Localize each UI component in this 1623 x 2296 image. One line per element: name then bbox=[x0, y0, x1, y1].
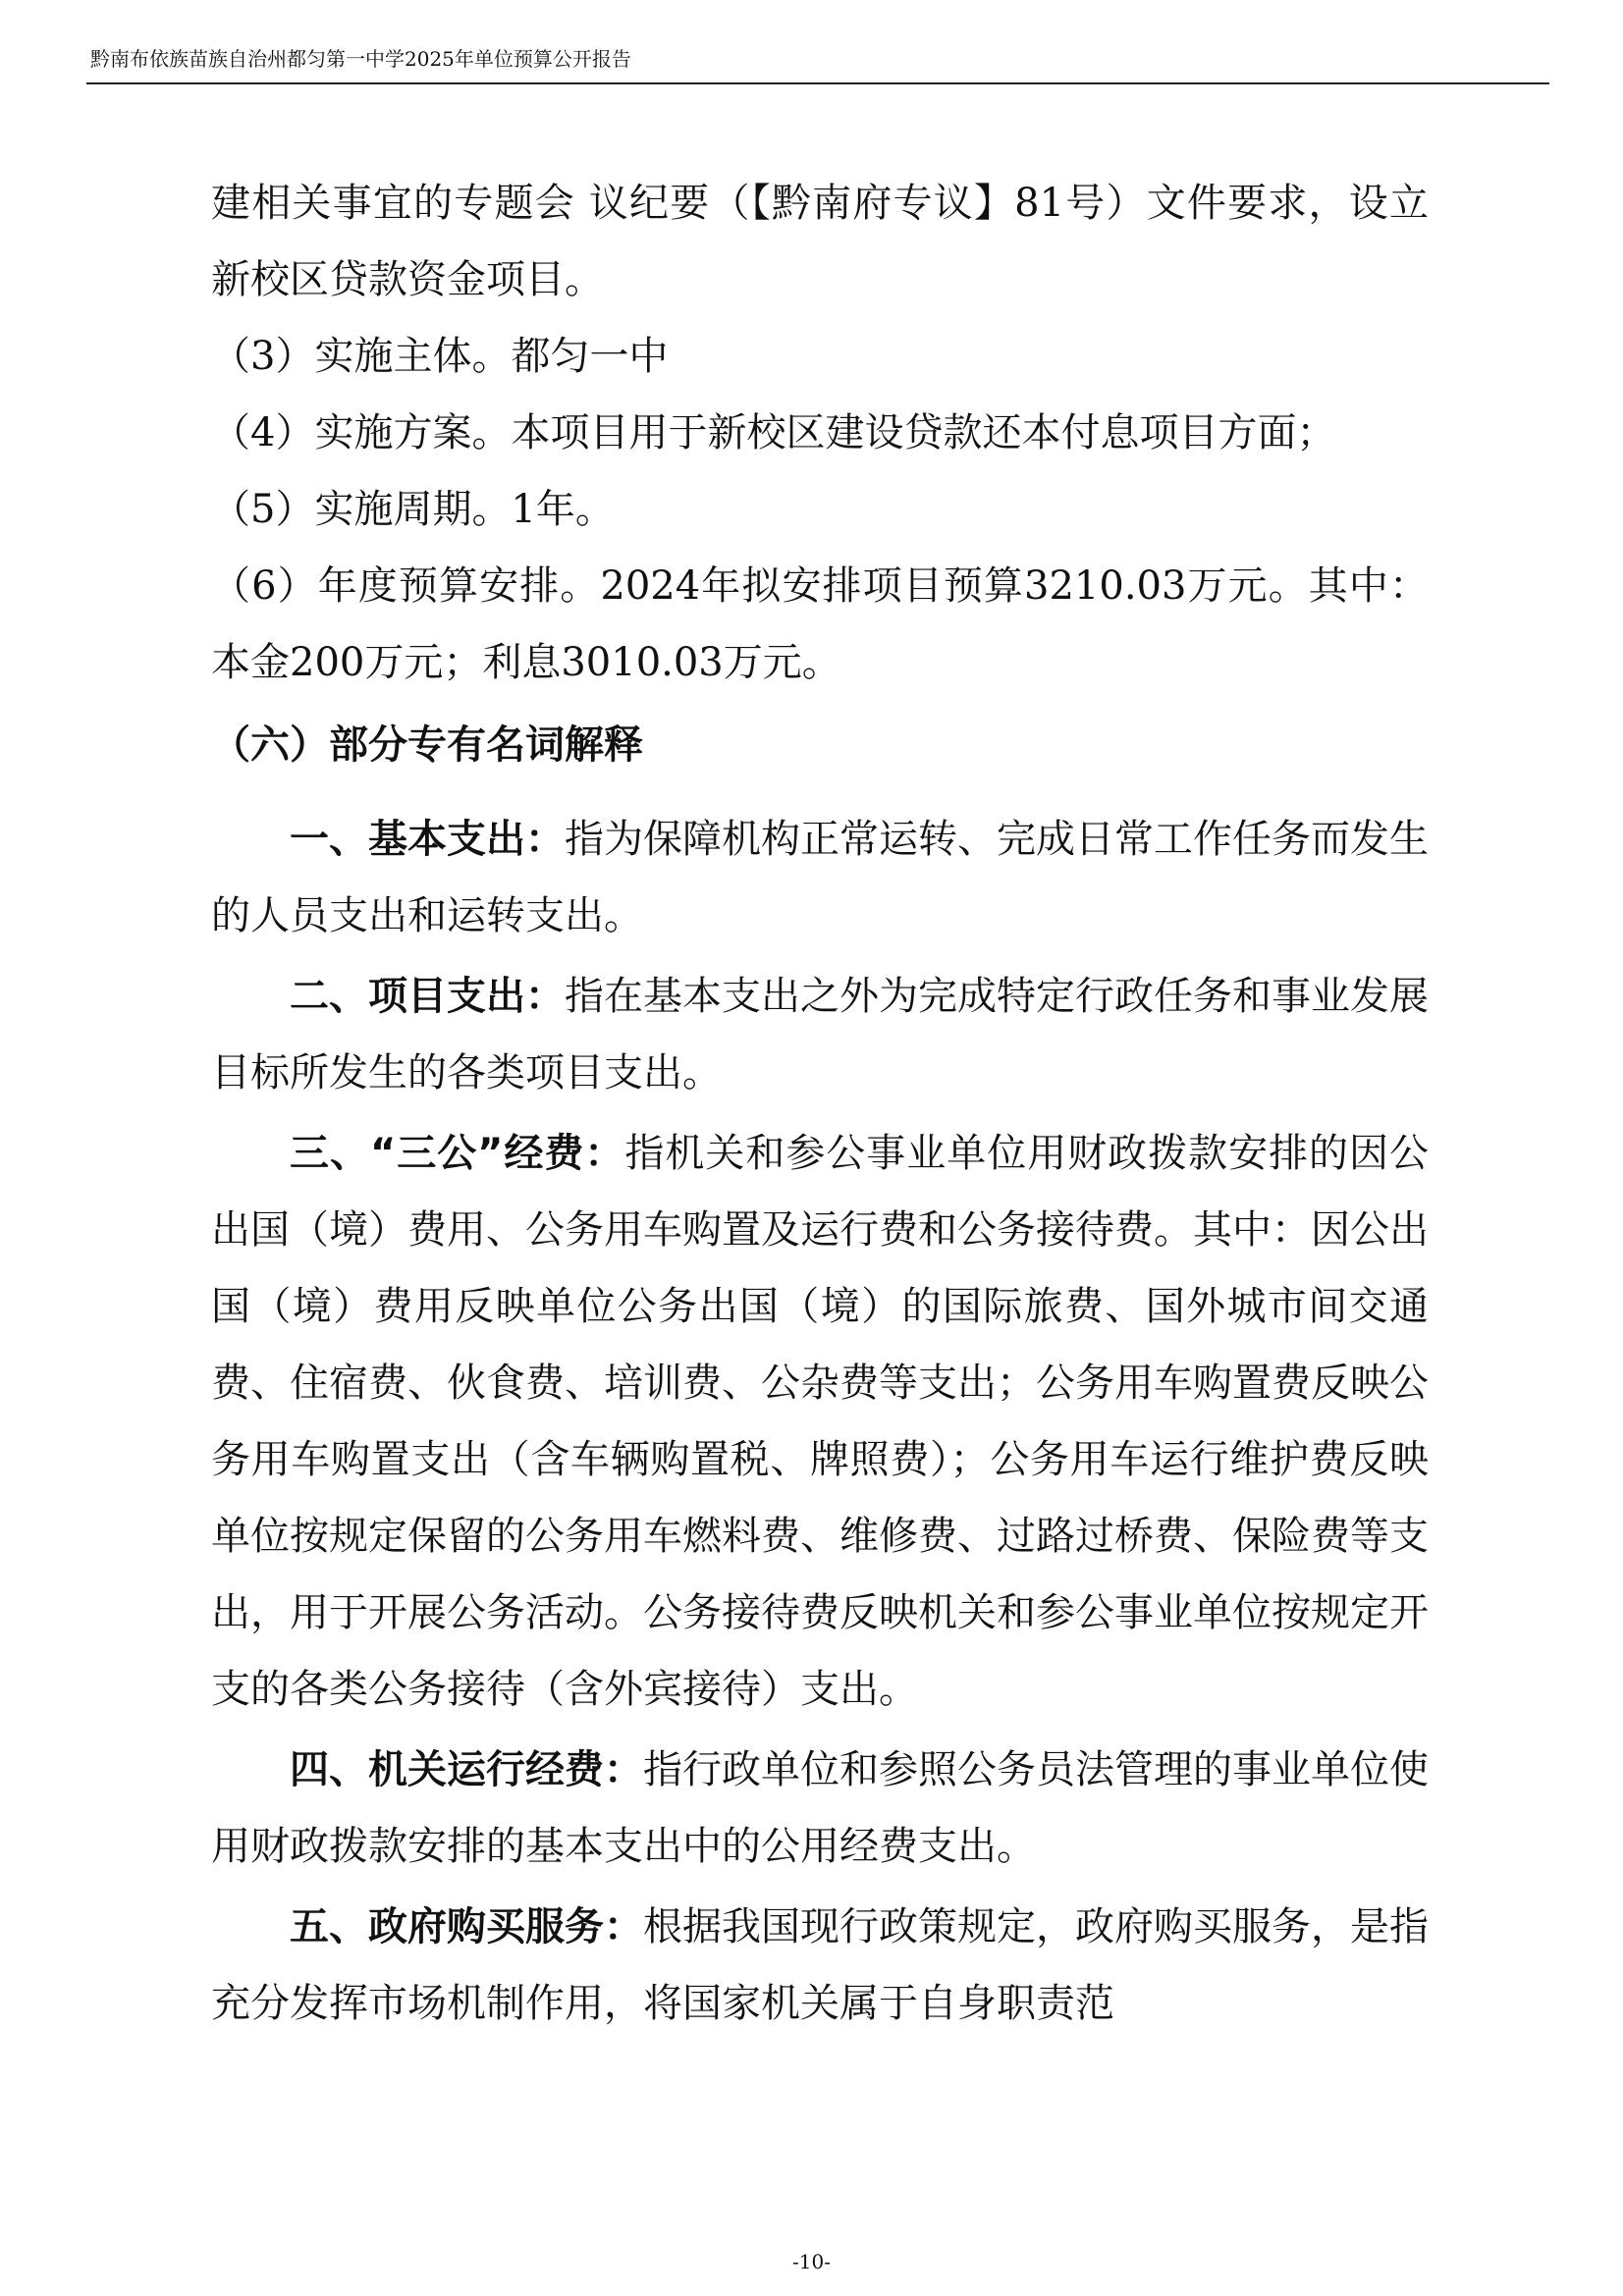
definition-term: 五、政府购买服务： bbox=[290, 1904, 643, 1949]
definition-basic-expenditure bbox=[211, 801, 1429, 954]
definition-three-public-funds bbox=[211, 1115, 1429, 1728]
definition-term: 二、项目支出： bbox=[290, 974, 565, 1019]
paragraph-implementation-period: （5）实施周期。1年。 bbox=[211, 487, 615, 532]
definition-text: 根据我国现行政策规定，政府购买服务，是指充分发挥市场机制作用，将国家机关属于自身职责范 bbox=[211, 1904, 1429, 2026]
paragraph-annual-budget: （6）年度预算安排。2024年拟安排项目预算3210.03万元。其中：本金200万元；利息3010.03万元。 bbox=[211, 563, 1429, 685]
definition-operating-funds bbox=[211, 1732, 1429, 1885]
definition-term: 四、机关运行经费： bbox=[290, 1747, 643, 1792]
definition-text: 指行政单位和参照公务员法管理的事业单位使用财政拨款安排的基本支出中的公用经费支出。 bbox=[211, 1747, 1429, 1869]
running-header: 黔南布依族苗族自治州都匀第一中学2025年单位预算公开报告 bbox=[90, 47, 631, 71]
definition-text: 指为保障机构正常运转、完成日常工作任务而发生的人员支出和运转支出。 bbox=[211, 817, 1429, 938]
header-divider bbox=[86, 82, 1549, 84]
section-heading: （六）部分专有名词解释 bbox=[211, 722, 643, 768]
page-number: -10- bbox=[792, 2250, 831, 2273]
definition-text: 指机关和参公事业单位用财政拨款安排的因公出国（境）费用、公务用车购置及运行费和公务接待费。其中：因公出国（境）费用反映单位公务出国（境）的国际旅费、国外城市间交通费、住宿费、伙食费、培训费、公杂费等支出；公务用车购置费反映公务用车购置支出（含车辆购置税、牌照费）；公务用车运行维护费反映单位按规定保留的公务用车燃料费、维修费、过路过桥费、保险费等支出，用于开展公务活动。公务接待费反映机关和参公事业单位按规定开支的各类公务接待（含外宾接待）支出。 bbox=[211, 1131, 1430, 1712]
definition-project-expenditure bbox=[211, 958, 1429, 1111]
paragraph-implementing-entity: （3）实施主体。都匀一中 bbox=[211, 334, 669, 379]
document-body bbox=[211, 165, 1429, 2046]
paragraph-implementation-plan: （4）实施方案。本项目用于新校区建设贷款还本付息项目方面； bbox=[211, 410, 1336, 455]
definition-term: 一、基本支出： bbox=[290, 817, 565, 862]
definition-text: 指在基本支出之外为完成特定行政任务和事业发展目标所发生的各类项目支出。 bbox=[211, 974, 1429, 1095]
definition-term: 三、“三公”经费： bbox=[290, 1131, 625, 1176]
paragraph-continuation: 建相关事宜的专题会 议纪要（【黔南府专议】81号）文件要求，设立新校区贷款资金项目。 bbox=[211, 181, 1429, 302]
definition-government-procurement bbox=[211, 1889, 1429, 2042]
